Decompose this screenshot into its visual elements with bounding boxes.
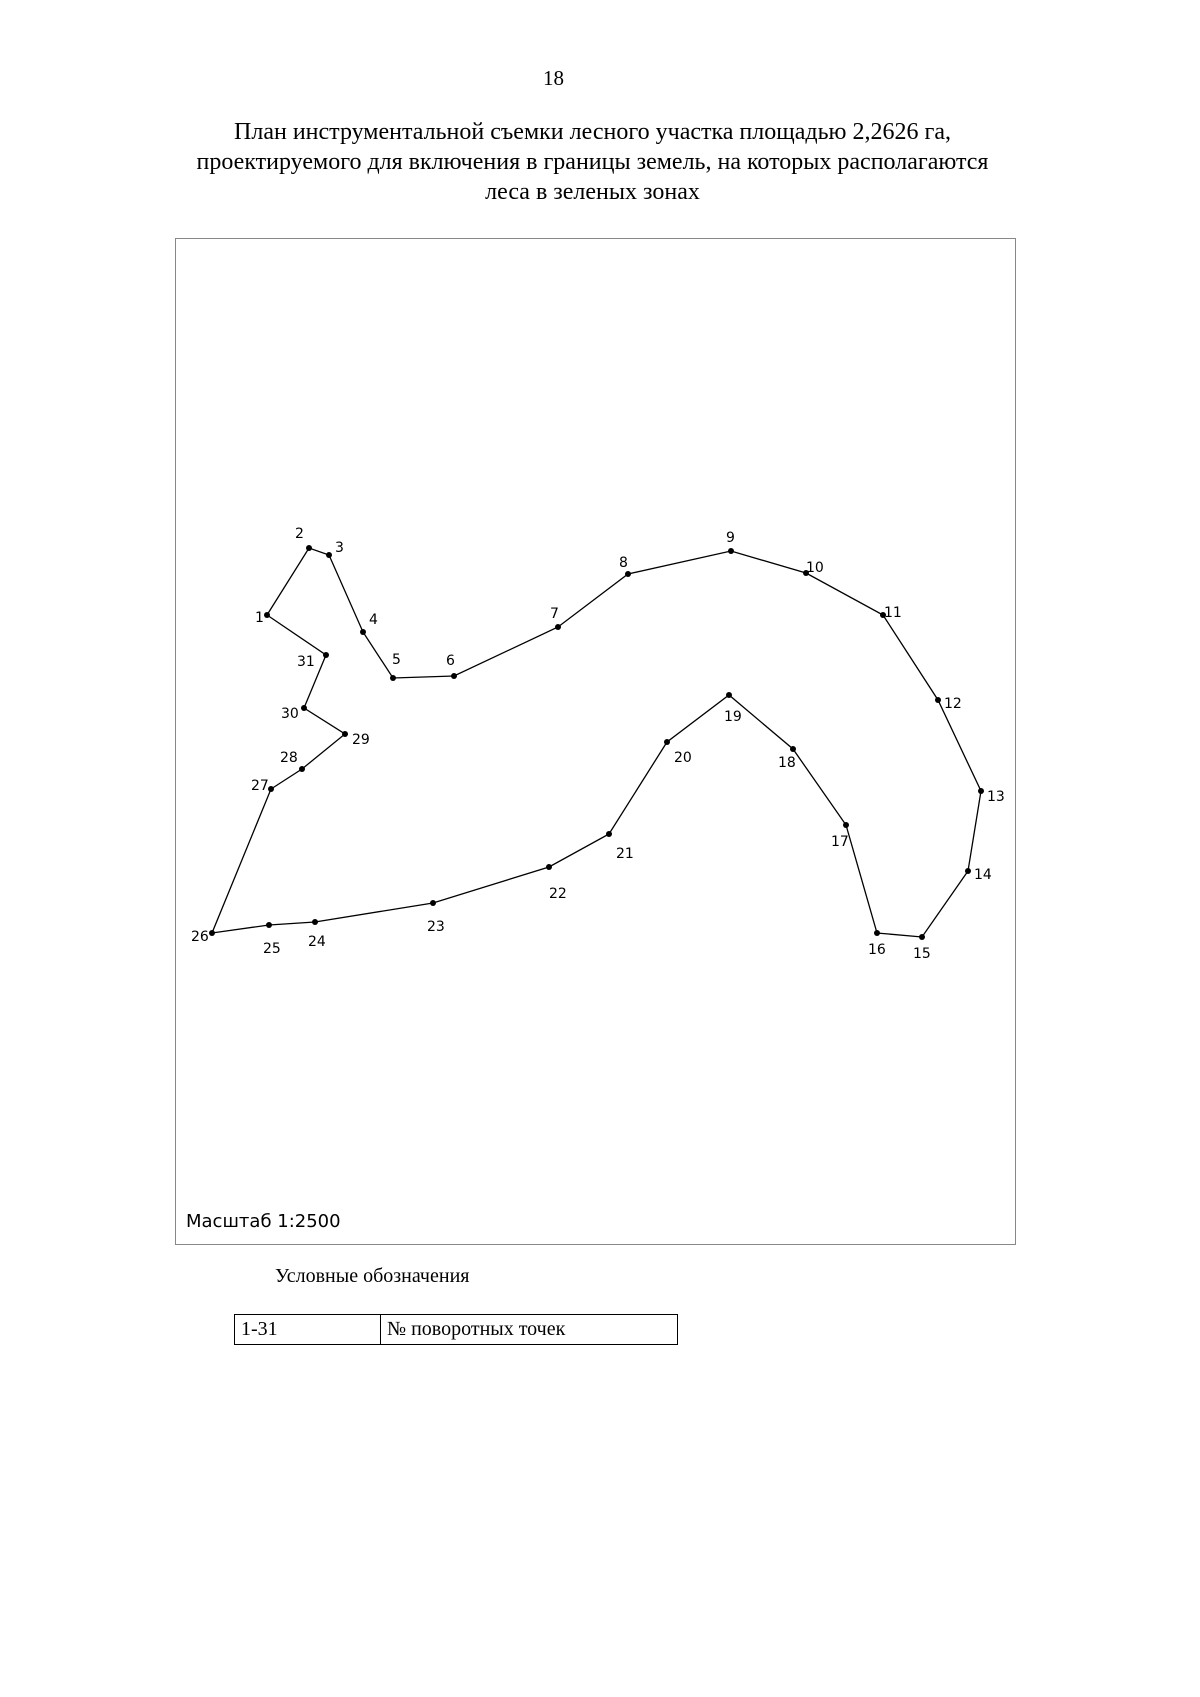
turning-point-label: 27: [251, 778, 269, 794]
turning-point-marker: [843, 822, 849, 828]
turning-point-label: 17: [831, 834, 849, 850]
title-line-3: леса в зеленых зонах: [485, 179, 700, 205]
turning-point-label: 13: [987, 789, 1005, 805]
turning-point-label: 29: [352, 732, 370, 748]
turning-point-marker: [342, 731, 348, 737]
turning-point-marker: [451, 673, 457, 679]
turning-point-label: 4: [369, 612, 378, 628]
turning-point-label: 23: [427, 919, 445, 935]
turning-point-label: 30: [281, 706, 299, 722]
turning-point-marker: [546, 864, 552, 870]
turning-point-marker: [209, 930, 215, 936]
turning-point-label: 22: [549, 886, 567, 902]
turning-point-label: 5: [392, 652, 401, 668]
turning-point-label: 28: [280, 750, 298, 766]
parcel-boundary: [212, 548, 981, 937]
turning-point-label: 8: [619, 555, 628, 571]
turning-point-label: 24: [308, 934, 326, 950]
turning-point-marker: [664, 739, 670, 745]
turning-point-label: 26: [191, 929, 209, 945]
turning-point-label: 14: [974, 867, 992, 883]
turning-point-marker: [323, 652, 329, 658]
turning-point-marker: [264, 612, 270, 618]
turning-point-marker: [301, 705, 307, 711]
legend-meaning: № поворотных точек: [381, 1315, 678, 1345]
turning-point-label: 15: [913, 946, 931, 962]
turning-point-marker: [360, 629, 366, 635]
turning-point-marker: [266, 922, 272, 928]
legend-title: Условные обозначения: [275, 1265, 470, 1287]
turning-point-marker: [326, 552, 332, 558]
turning-point-marker: [306, 545, 312, 551]
turning-point-label: 2: [295, 526, 304, 542]
legend-symbol: 1-31: [235, 1315, 381, 1345]
turning-point-label: 11: [884, 605, 902, 621]
turning-point-label: 6: [446, 653, 455, 669]
turning-point-label: 1: [255, 610, 264, 626]
turning-point-marker: [299, 766, 305, 772]
turning-point-label: 3: [335, 540, 344, 556]
turning-point-label: 25: [263, 941, 281, 957]
turning-point-label: 12: [944, 696, 962, 712]
turning-point-label: 10: [806, 560, 824, 576]
turning-point-marker: [919, 934, 925, 940]
turning-point-marker: [728, 548, 734, 554]
turning-point-marker: [965, 868, 971, 874]
page-number: 18: [543, 66, 564, 90]
turning-point-marker: [268, 786, 274, 792]
legend-row: [235, 1315, 678, 1345]
turning-point-marker: [606, 831, 612, 837]
turning-point-marker: [430, 900, 436, 906]
turning-point-label: 21: [616, 846, 634, 862]
turning-point-marker: [555, 624, 561, 630]
turning-point-marker: [726, 692, 732, 698]
title-line-2: проектируемого для включения в границы земель, на которых располагаются: [196, 149, 989, 175]
turning-point-label: 7: [550, 606, 559, 622]
turning-point-marker: [390, 675, 396, 681]
turning-point-label: 31: [297, 654, 315, 670]
turning-point-marker: [625, 571, 631, 577]
scale-label: Масштаб 1:2500: [186, 1211, 341, 1232]
turning-point-label: 18: [778, 755, 796, 771]
turning-point-label: 20: [674, 750, 692, 766]
turning-point-label: 19: [724, 709, 742, 725]
turning-point-marker: [312, 919, 318, 925]
turning-point-marker: [978, 788, 984, 794]
turning-point-marker: [790, 746, 796, 752]
turning-point-label: 9: [726, 530, 735, 546]
title-line-1: План инструментальной съемки лесного участка площадью 2,2626 га,: [234, 119, 951, 145]
turning-point-marker: [874, 930, 880, 936]
turning-point-marker: [935, 697, 941, 703]
turning-point-label: 16: [868, 942, 886, 958]
legend-table: [234, 1314, 678, 1345]
